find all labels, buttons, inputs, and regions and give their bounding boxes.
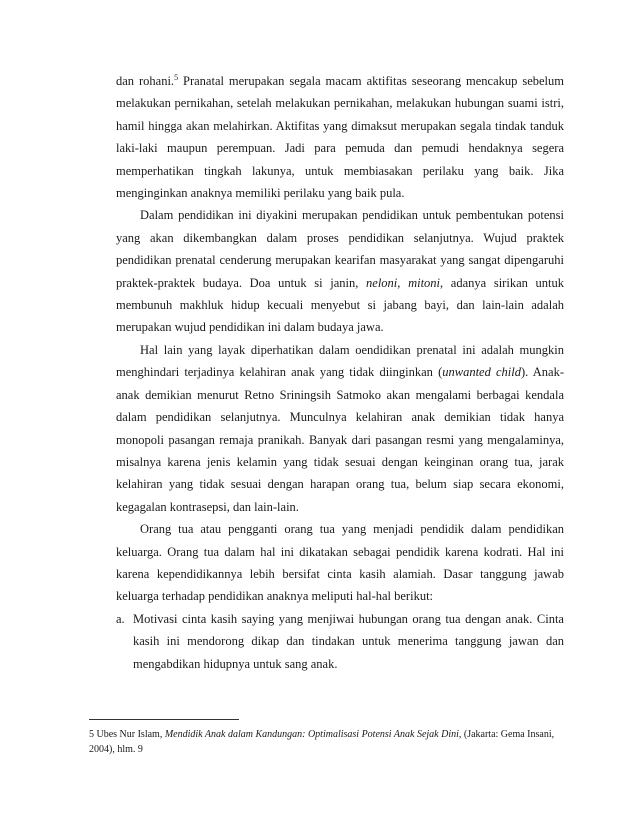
footnote: 5 Ubes Nur Islam, Mendidik Anak dalam Kandungan: Optimalisasi Potensi Anak Sejak Dini, (Jakarta: Gema Insani, 2004), hlm. 9 <box>89 729 555 755</box>
paragraph-1: dan rohani.$^5$ Pranatal merupakan segala macam aktifitas seseorang mencakup sebelum melakukan pernikahan, setelah melakukan pernikahan, melakukan hubungan suami istri, hamil hingga akan melahirkan. Aktifitas yang dimaksut merupakan segala tindak tanduk laki-laki maupun perempuan. Jadi para pemuda dan pemudi hendaknya segera memperhatikan tingkah lakunya, untuk membiasakan perilaku yang baik. Jika menginginkan anaknya memiliki perilaku yang baik pula. <box>116 72 564 201</box>
footnote-reference[interactable]: 5 <box>174 72 179 82</box>
footnote-book-title: Mendidik Anak dalam Kandungan: Optimalisasi Potensi Anak Sejak Dini <box>164 729 459 740</box>
responsibility-list <box>116 608 564 675</box>
paragraph-3: Hal lain yang layak diperhatikan dalam oendidikan prenatal ini adalah mungkin menghindari terjadinya kelahiran anak yang tidak diinginkan (unwanted child). Anak-anak demikian menurut Retno Sriningsih Satmoko akan mengalami berbagai kendala dalam pendidikan selanjutnya. Munculnya kelahiran anak demikian tidak hanya monopoli pasangan remaja pranikah. Banyak dari pasangan resmi yang mengalaminya, misalnya karena jenis kelamin yang tidak sesuai dengan keinginan orang tua, jarak kelahiran yang tidak sesuai dengan harapan orang tua, belum siap secara ekonomi, kegagalan kontrasepsi, dan lain-lain. <box>116 342 564 514</box>
list-item-text: Motivasi cinta kasih saying yang menjiwai hubungan orang tua dengan anak. Cinta kasih ini mendorong dikap dan tindakan untuk menerima tanggung jawan dan mengabdikan hidupnya untuk sang anak. <box>133 611 564 671</box>
list-marker: a. <box>116 611 125 626</box>
body-text <box>116 70 564 675</box>
paragraph-4: Orang tua atau pengganti orang tua yang menjadi pendidik dalam pendidikan keluarga. Orang tua dalam hal ini dikatakan sebagai pendidik karena kodrati. Hal ini karena kependidikannya lebih bersifat cinta kasih alamiah. Dasar tanggung jawab keluarga terhadap pendidikan anaknya meliputi hal-hal berikut: <box>116 522 564 604</box>
list-item <box>116 608 564 675</box>
footnote-divider <box>89 719 239 720</box>
paragraph-2: Dalam pendidikan ini diyakini merupakan pendidikan untuk pembentukan potensi yang akan dikembangkan dalam proses pendidikan selanjutnya. Wujud praktek pendidikan prenatal cenderung merupakan kearifan masyarakat yang sangat dipengaruhi praktek-praktek budaya. Doa untuk si janin, neloni, mitoni, adanya sirikan untuk membunuh makhluk hidup kecuali menyebut si jabang bayi, dan lain-lain adalah merupakan wujud pendidikan ini dalam budaya jawa. <box>116 208 564 335</box>
